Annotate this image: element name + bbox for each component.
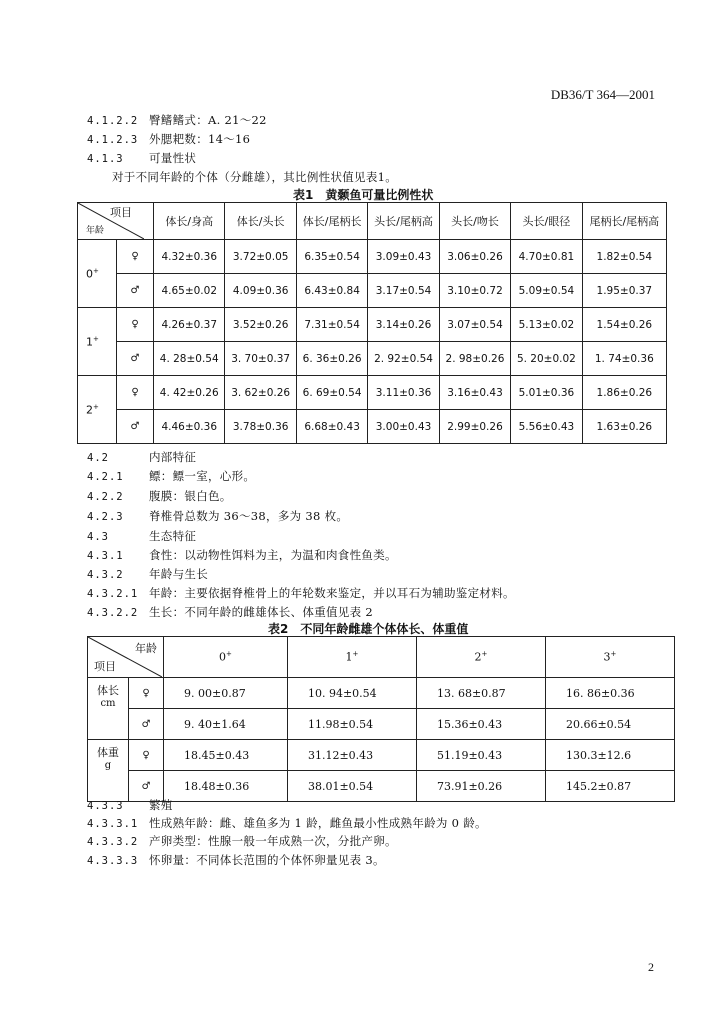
- table2-age-header: [545, 637, 674, 678]
- table1-caption: 表1 黄颡鱼可量比例性状: [293, 188, 434, 202]
- table1-value-cell: 4. 42±0.26: [154, 376, 225, 410]
- sex-symbol: ♂: [117, 410, 154, 444]
- age-plus-mark: +: [352, 650, 359, 659]
- section-number: 4.3: [87, 531, 109, 543]
- section-number: 4.3.2.1: [87, 588, 139, 600]
- age-cell: [78, 308, 117, 376]
- sex-symbol: ♂: [117, 342, 154, 376]
- sex-symbol: ♂: [129, 771, 164, 802]
- section-line: [87, 585, 515, 601]
- table1-value-cell: 7.31±0.54: [296, 308, 367, 342]
- table1-value-cell: 3.06±0.26: [439, 240, 510, 274]
- table1-value-cell: 2. 98±0.26: [439, 342, 510, 376]
- table2-value-cell: 9. 40±1.64: [164, 709, 288, 740]
- table1-value-cell: 6. 36±0.26: [296, 342, 367, 376]
- table1-value-cell: 2.99±0.26: [439, 410, 510, 444]
- table1-value-cell: 4. 28±0.54: [154, 342, 225, 376]
- measure-label: 体重: [97, 746, 119, 759]
- table1-value-cell: 3.72±0.05: [225, 240, 296, 274]
- section-text: 生态特征: [149, 529, 197, 543]
- table1-value-cell: 6.68±0.43: [296, 410, 367, 444]
- age-label: 2: [86, 403, 93, 417]
- table2-value-cell: 16. 86±0.36: [545, 678, 674, 709]
- section-number: 4.1.2.2: [87, 115, 139, 127]
- table1-value-cell: 4.32±0.36: [154, 240, 225, 274]
- section-number: 4.1.3: [87, 153, 124, 165]
- sex-symbol: ♀: [117, 376, 154, 410]
- section-line: [87, 131, 250, 147]
- table1: [77, 202, 667, 444]
- measure-label-cell: [88, 678, 129, 740]
- section-text: 可量性状: [149, 151, 197, 165]
- sex-symbol: ♀: [117, 308, 154, 342]
- section-number: 4.3.2.2: [87, 607, 139, 619]
- section-line: [87, 815, 487, 831]
- section-number: 4.2.3: [87, 511, 124, 523]
- age-plus-mark: +: [93, 402, 99, 411]
- table2-value-cell: 13. 68±0.87: [416, 678, 545, 709]
- age-plus-mark: +: [226, 650, 232, 659]
- table1-value-cell: 4.26±0.37: [154, 308, 225, 342]
- table1-value-cell: 1.54±0.26: [582, 308, 666, 342]
- table2-corner-bottom: 项目: [94, 660, 116, 673]
- standard-code: DB36/T 364—2001: [550, 87, 655, 102]
- table-row: [88, 740, 675, 771]
- table2-value-cell: 31.12±0.43: [287, 740, 416, 771]
- section-line: [87, 488, 232, 504]
- table1-value-cell: 4.70±0.81: [511, 240, 582, 274]
- sex-symbol: ♂: [117, 274, 154, 308]
- table-row: [78, 274, 667, 308]
- table2-value-cell: 10. 94±0.54: [287, 678, 416, 709]
- table1-value-cell: 1.86±0.26: [582, 376, 666, 410]
- age-label: 3: [603, 650, 611, 664]
- table2-value-cell: 20.66±0.54: [545, 709, 674, 740]
- section-line: [87, 150, 196, 166]
- table1-value-cell: 4.65±0.02: [154, 274, 225, 308]
- table-row: [78, 376, 667, 410]
- table1-column-header: 体长/头长: [225, 203, 296, 240]
- section-number: 4.3.3.3: [87, 855, 139, 867]
- page-number: 2: [648, 960, 654, 974]
- section-number: 4.2: [87, 452, 109, 464]
- table-row: [78, 308, 667, 342]
- table1-value-cell: 3.07±0.54: [439, 308, 510, 342]
- section-text: 鳔：鳔一室，心形。: [149, 469, 256, 483]
- table1-value-cell: 3.10±0.72: [439, 274, 510, 308]
- table1-value-cell: 1. 74±0.36: [582, 342, 666, 376]
- table1-value-cell: 4.09±0.36: [225, 274, 296, 308]
- table1-column-header: 头长/吻长: [439, 203, 510, 240]
- sex-symbol: ♂: [129, 709, 164, 740]
- age-label: 2: [474, 650, 482, 664]
- section-line: [87, 833, 397, 849]
- age-label: 1: [345, 650, 353, 664]
- table-row: [78, 240, 667, 274]
- age-plus-mark: +: [610, 650, 617, 659]
- section-line: [87, 449, 196, 465]
- section-number: 4.3.1: [87, 550, 124, 562]
- measure-label: 体长: [97, 684, 119, 697]
- age-label: 0: [86, 267, 93, 281]
- age-cell: [78, 376, 117, 444]
- section-text: 性成熟年龄：雌、雄鱼多为 1 龄，雌鱼最小性成熟年龄为 0 龄。: [149, 816, 487, 830]
- age-plus-mark: +: [93, 266, 99, 275]
- table1-value-cell: 1.63±0.26: [582, 410, 666, 444]
- intro-paragraph: 对于不同年龄的个体（分雌雄），其比例性状值见表1。: [112, 170, 398, 184]
- table1-value-cell: 3.09±0.43: [368, 240, 439, 274]
- table1-value-cell: 5.56±0.43: [511, 410, 582, 444]
- table2-corner-top: 年龄: [135, 642, 157, 655]
- section-text: 臀鳍鳍式：A. 21～22: [149, 113, 267, 127]
- section-text: 生长：不同年龄的雌雄体长、体重值见表 2: [149, 605, 373, 619]
- section-text: 外腮耙数：14～16: [149, 132, 251, 146]
- section-number: 4.3.2: [87, 569, 124, 581]
- section-line: [87, 547, 397, 563]
- age-plus-mark: +: [481, 650, 488, 659]
- section-line: [87, 797, 173, 813]
- age-plus-mark: +: [93, 334, 99, 343]
- section-text: 食性：以动物性饵料为主，为温和肉食性鱼类。: [149, 548, 397, 562]
- section-line: [87, 112, 267, 128]
- table1-value-cell: 5. 20±0.02: [511, 342, 582, 376]
- age-label: 0: [219, 650, 227, 664]
- section-line: [87, 604, 373, 620]
- measure-label-cell: [88, 740, 129, 802]
- section-number: 4.1.2.3: [87, 134, 139, 146]
- measure-unit: g: [104, 760, 112, 771]
- table-row: [88, 771, 675, 802]
- table2: [87, 636, 675, 802]
- table1-value-cell: 2. 92±0.54: [368, 342, 439, 376]
- table1-value-cell: 6.43±0.84: [296, 274, 367, 308]
- section-text: 年龄与生长: [149, 567, 208, 581]
- table1-column-header: 头长/眼径: [511, 203, 582, 240]
- section-number: 4.2.1: [87, 471, 124, 483]
- table1-column-header: 体长/尾柄长: [296, 203, 367, 240]
- table1-value-cell: 6.35±0.54: [296, 240, 367, 274]
- table1-value-cell: 3. 70±0.37: [225, 342, 296, 376]
- table1-value-cell: 3.11±0.36: [368, 376, 439, 410]
- section-line: [87, 852, 385, 868]
- section-text: 年龄：主要依据脊椎骨上的年轮数来鉴定，并以耳石为辅助鉴定材料。: [149, 586, 515, 600]
- section-text: 繁殖: [149, 798, 173, 812]
- section-number: 4.3.3: [87, 800, 124, 812]
- table2-value-cell: 18.45±0.43: [164, 740, 288, 771]
- table2-value-cell: 15.36±0.43: [416, 709, 545, 740]
- table1-value-cell: 6. 69±0.54: [296, 376, 367, 410]
- section-number: 4.3.3.2: [87, 836, 139, 848]
- table1-value-cell: 1.95±0.37: [582, 274, 666, 308]
- table1-column-header: 尾柄长/尾柄高: [582, 203, 666, 240]
- table-row: [78, 342, 667, 376]
- table1-value-cell: 3.78±0.36: [225, 410, 296, 444]
- table1-value-cell: 5.01±0.36: [511, 376, 582, 410]
- section-line: [87, 468, 255, 484]
- sex-symbol: ♀: [129, 678, 164, 709]
- table2-value-cell: 51.19±0.43: [416, 740, 545, 771]
- table1-value-cell: 3. 62±0.26: [225, 376, 296, 410]
- age-cell: [78, 240, 117, 308]
- table1-value-cell: 3.14±0.26: [368, 308, 439, 342]
- section-number: 4.3.3.1: [87, 818, 139, 830]
- age-label: 1: [86, 335, 93, 349]
- section-text: 腹膜：银白色。: [149, 489, 232, 503]
- table1-value-cell: 3.00±0.43: [368, 410, 439, 444]
- table1-column-header: 体长/身高: [154, 203, 225, 240]
- table1-value-cell: 4.46±0.36: [154, 410, 225, 444]
- table1-value-cell: 3.52±0.26: [225, 308, 296, 342]
- section-line: [87, 508, 348, 524]
- table1-value-cell: 3.17±0.54: [368, 274, 439, 308]
- table1-value-cell: 5.13±0.02: [511, 308, 582, 342]
- section-line: [87, 566, 208, 582]
- table2-value-cell: 11.98±0.54: [287, 709, 416, 740]
- table1-corner-cell: [78, 203, 154, 240]
- table-row: [78, 410, 667, 444]
- table1-corner-bottom: 年龄: [86, 226, 105, 236]
- section-line: [87, 528, 196, 544]
- table2-corner-cell: [88, 637, 164, 678]
- sex-symbol: ♀: [129, 740, 164, 771]
- table2-value-cell: 73.91±0.26: [416, 771, 545, 802]
- table2-value-cell: 9. 00±0.87: [164, 678, 288, 709]
- section-text: 怀卵量：不同体长范围的个体怀卵量见表 3。: [149, 853, 385, 867]
- table2-age-header: [287, 637, 416, 678]
- table2-age-header: [416, 637, 545, 678]
- table1-corner-top: 项目: [110, 206, 132, 219]
- section-text: 产卵类型：性腺一般一年成熟一次，分批产卵。: [149, 834, 397, 848]
- measure-unit: cm: [100, 698, 116, 709]
- table1-value-cell: 3.16±0.43: [439, 376, 510, 410]
- section-text: 脊椎骨总数为 36～38，多为 38 枚。: [149, 509, 349, 523]
- section-text: 内部特征: [149, 450, 197, 464]
- table1-value-cell: 5.09±0.54: [511, 274, 582, 308]
- table-row: [88, 678, 675, 709]
- table2-caption: 表2 不同年龄雌雄个体体长、体重值: [268, 622, 469, 636]
- table-row: [88, 709, 675, 740]
- table2-value-cell: 38.01±0.54: [287, 771, 416, 802]
- table2-value-cell: 130.3±12.6: [545, 740, 674, 771]
- table1-column-header: 头长/尾柄高: [368, 203, 439, 240]
- sex-symbol: ♀: [117, 240, 154, 274]
- table2-value-cell: 145.2±0.87: [545, 771, 674, 802]
- section-number: 4.2.2: [87, 491, 124, 503]
- table2-age-header: [164, 637, 288, 678]
- table1-value-cell: 1.82±0.54: [582, 240, 666, 274]
- table2-value-cell: 18.48±0.36: [164, 771, 288, 802]
